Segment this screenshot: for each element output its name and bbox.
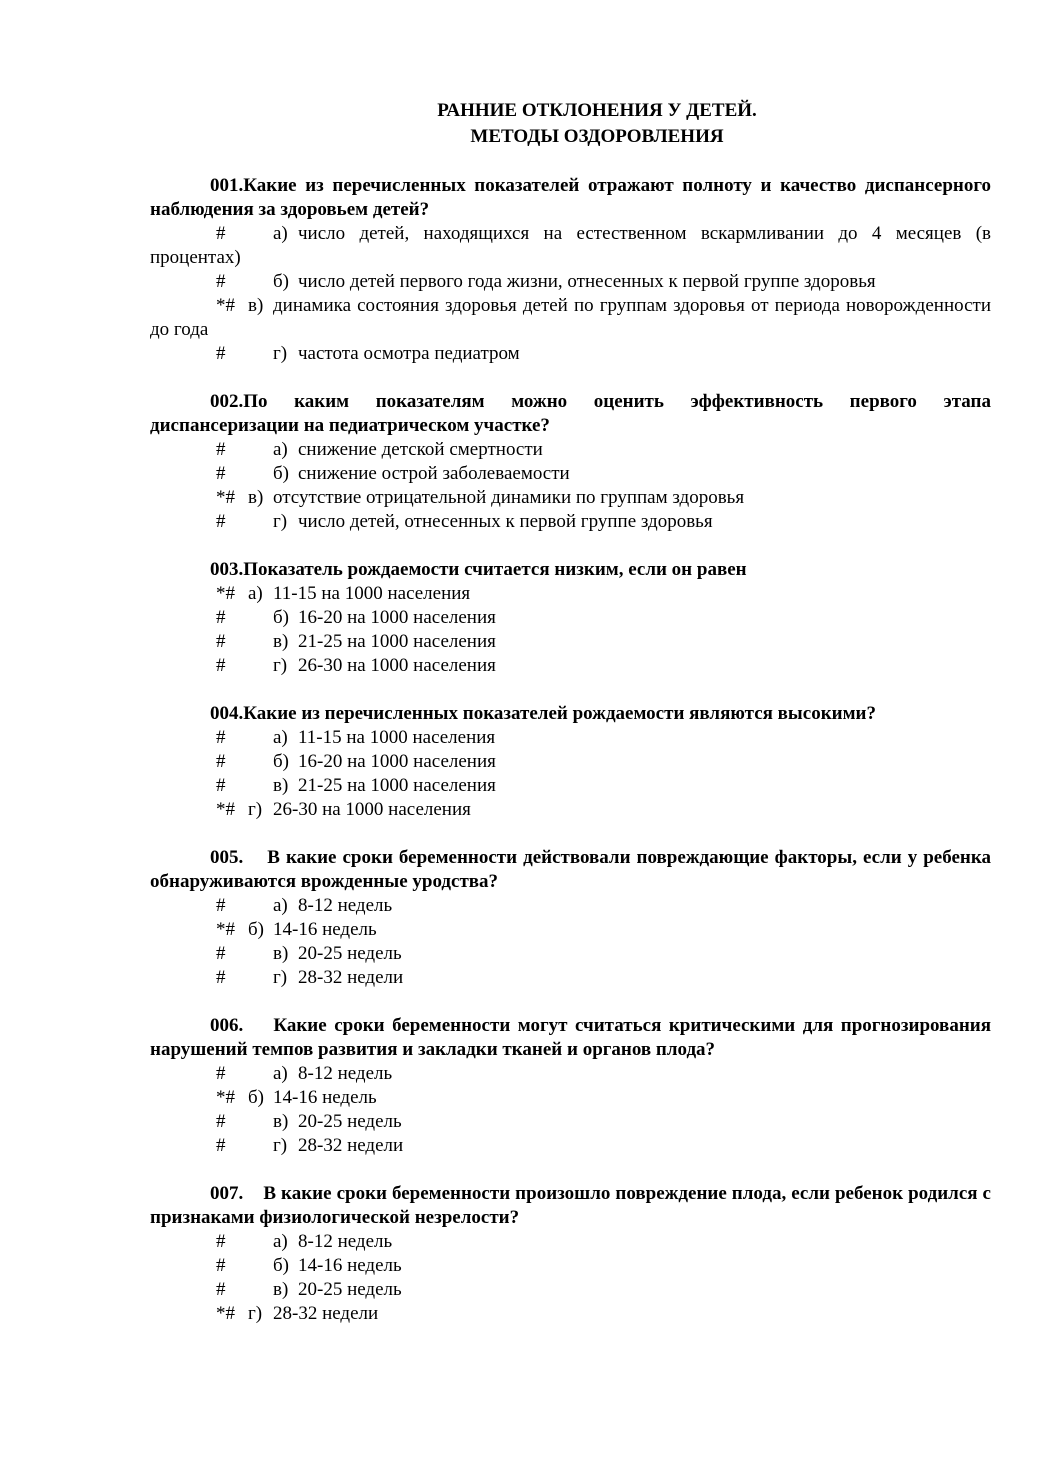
question-block — [150, 390, 991, 534]
answer-option — [150, 510, 991, 534]
answer-text: динамика состояния здоровья детей по группам здоровья от периода новорожденности до года — [150, 295, 991, 340]
answer-option-correct — [150, 582, 991, 606]
answer-text: 8-12 недель — [298, 1063, 393, 1084]
answer-option — [150, 750, 991, 774]
answer-option — [150, 462, 991, 486]
answer-letter: б) — [273, 751, 289, 772]
answer-option-correct — [150, 798, 991, 822]
answer-letter: а) — [273, 727, 288, 748]
answer-letter: б) — [273, 1255, 289, 1276]
answer-letter: г) — [248, 1303, 263, 1324]
answer-mark: # — [216, 895, 226, 916]
answer-mark: *# — [216, 583, 235, 604]
question-text: 002.По каким показателям можно оценить эффективность первого этапа диспансеризации на педиатрическом участке? — [150, 391, 991, 436]
question-block — [150, 1014, 991, 1158]
answer-letter: в) — [273, 775, 289, 796]
answer-letter: б) — [273, 271, 289, 292]
answer-letter: в) — [273, 943, 289, 964]
answer-mark: *# — [216, 1087, 235, 1108]
answer-text: 8-12 недель — [298, 1231, 393, 1252]
answer-mark: # — [216, 1255, 226, 1276]
document-page — [150, 98, 991, 1326]
answer-option — [150, 1254, 991, 1278]
answer-text: 28-32 недели — [273, 1303, 379, 1324]
questions-list — [150, 174, 991, 1326]
answer-letter: а) — [273, 1231, 288, 1252]
answer-letter: а) — [273, 1063, 288, 1084]
question-text: 007. В какие сроки беременности произошло повреждение плода, если ребенок родился с признаками физиологической незрелости? — [150, 1183, 991, 1228]
answer-text: 11-15 на 1000 населения — [298, 727, 496, 748]
answer-mark: # — [216, 775, 226, 796]
question-text: 003.Показатель рождаемости считается низким, если он равен — [210, 559, 747, 580]
answer-mark: # — [216, 1279, 226, 1300]
answer-option — [150, 438, 991, 462]
answer-text: 21-25 на 1000 населения — [298, 775, 496, 796]
answer-option — [150, 1134, 991, 1158]
answer-option-correct — [150, 1086, 991, 1110]
answer-mark: # — [216, 967, 226, 988]
answer-mark: *# — [216, 487, 235, 508]
answer-mark: # — [216, 751, 226, 772]
answer-text: снижение детской смертности — [298, 439, 543, 460]
answer-text: 20-25 недель — [298, 943, 402, 964]
answer-text: 14-16 недель — [273, 919, 377, 940]
document-title — [203, 98, 991, 150]
answer-mark: # — [216, 511, 226, 532]
answer-mark: *# — [216, 1303, 235, 1324]
answer-mark: # — [216, 439, 226, 460]
answer-option — [150, 606, 991, 630]
answer-letter: а) — [273, 895, 288, 916]
question-block — [150, 558, 991, 678]
question-block — [150, 702, 991, 822]
answer-mark: # — [216, 1063, 226, 1084]
answer-option-correct — [150, 486, 991, 510]
answer-option — [150, 966, 991, 990]
answer-letter: б) — [248, 1087, 264, 1108]
answer-letter: г) — [248, 799, 263, 820]
answer-option-correct — [150, 294, 991, 342]
answer-mark: # — [216, 1231, 226, 1252]
answer-text: 28-32 недели — [298, 1135, 404, 1156]
answer-text: отсутствие отрицательной динамики по группам здоровья — [273, 487, 745, 508]
answer-mark: *# — [216, 799, 235, 820]
answer-letter: а) — [273, 439, 288, 460]
answer-text: 26-30 на 1000 населения — [298, 655, 496, 676]
answer-letter: а) — [248, 583, 263, 604]
answer-option — [150, 222, 991, 270]
answer-option — [150, 774, 991, 798]
answer-mark: # — [216, 271, 226, 292]
answer-mark: # — [216, 655, 226, 676]
question-block — [150, 174, 991, 366]
question-text: 006. Какие сроки беременности могут считаться критическими для прогнозирования нарушений темпов развития и закладки тканей и органов плода? — [150, 1015, 991, 1060]
answer-mark: *# — [216, 919, 235, 940]
answer-option — [150, 1062, 991, 1086]
answer-letter: б) — [248, 919, 264, 940]
answer-mark: # — [216, 463, 226, 484]
answer-option — [150, 726, 991, 750]
answer-mark: # — [216, 223, 226, 244]
answer-mark: # — [216, 631, 226, 652]
answer-mark: *# — [216, 295, 235, 316]
answer-option — [150, 342, 991, 366]
answer-letter: в) — [248, 295, 264, 316]
answer-letter: г) — [273, 511, 288, 532]
answer-text: 20-25 недель — [298, 1279, 402, 1300]
title-line-2: МЕТОДЫ ОЗДОРОВЛЕНИЯ — [470, 126, 724, 147]
answer-text: число детей, отнесенных к первой группе здоровья — [298, 511, 713, 532]
answer-text: частота осмотра педиатром — [298, 343, 520, 364]
answer-mark: # — [216, 943, 226, 964]
answer-text: 8-12 недель — [298, 895, 393, 916]
answer-mark: # — [216, 1111, 226, 1132]
question-block — [150, 846, 991, 990]
answer-letter: в) — [273, 1111, 289, 1132]
answer-text: снижение острой заболеваемости — [298, 463, 570, 484]
answer-text: число детей первого года жизни, отнесенных к первой группе здоровья — [298, 271, 876, 292]
answer-letter: в) — [273, 631, 289, 652]
answer-letter: в) — [248, 487, 264, 508]
answer-option-correct — [150, 918, 991, 942]
answer-text: число детей, находящихся на естественном вскармливании до 4 месяцев (в процентах) — [150, 223, 991, 268]
answer-option — [150, 630, 991, 654]
question-block — [150, 1182, 991, 1326]
answer-mark: # — [216, 727, 226, 748]
answer-text: 14-16 недель — [273, 1087, 377, 1108]
answer-letter: б) — [273, 607, 289, 628]
answer-letter: г) — [273, 1135, 288, 1156]
answer-letter: в) — [273, 1279, 289, 1300]
answer-option — [150, 270, 991, 294]
answer-text: 16-20 на 1000 населения — [298, 751, 496, 772]
answer-text: 14-16 недель — [298, 1255, 402, 1276]
question-text: 001.Какие из перечисленных показателей отражают полноту и качество диспансерного наблюдения за здоровьем детей? — [150, 175, 991, 220]
answer-mark: # — [216, 343, 226, 364]
question-text: 004.Какие из перечисленных показателей рождаемости являются высокими? — [210, 703, 876, 724]
answer-text: 28-32 недели — [298, 967, 404, 988]
answer-letter: г) — [273, 343, 288, 364]
answer-text: 16-20 на 1000 населения — [298, 607, 496, 628]
answer-letter: б) — [273, 463, 289, 484]
answer-text: 26-30 на 1000 населения — [273, 799, 471, 820]
answer-letter: г) — [273, 967, 288, 988]
answer-text: 20-25 недель — [298, 1111, 402, 1132]
answer-option-correct — [150, 1302, 991, 1326]
title-line-1: РАННИЕ ОТКЛОНЕНИЯ У ДЕТЕЙ. — [437, 100, 757, 121]
answer-letter: г) — [273, 655, 288, 676]
answer-option — [150, 894, 991, 918]
answer-option — [150, 1278, 991, 1302]
answer-option — [150, 942, 991, 966]
answer-text: 11-15 на 1000 населения — [273, 583, 471, 604]
answer-letter: а) — [273, 223, 288, 244]
answer-option — [150, 1230, 991, 1254]
answer-mark: # — [216, 1135, 226, 1156]
question-text: 005. В какие сроки беременности действовали повреждающие факторы, если у ребенка обнаруживаются врожденные уродства? — [150, 847, 991, 892]
answer-text: 21-25 на 1000 населения — [298, 631, 496, 652]
answer-option — [150, 1110, 991, 1134]
answer-mark: # — [216, 607, 226, 628]
answer-option — [150, 654, 991, 678]
